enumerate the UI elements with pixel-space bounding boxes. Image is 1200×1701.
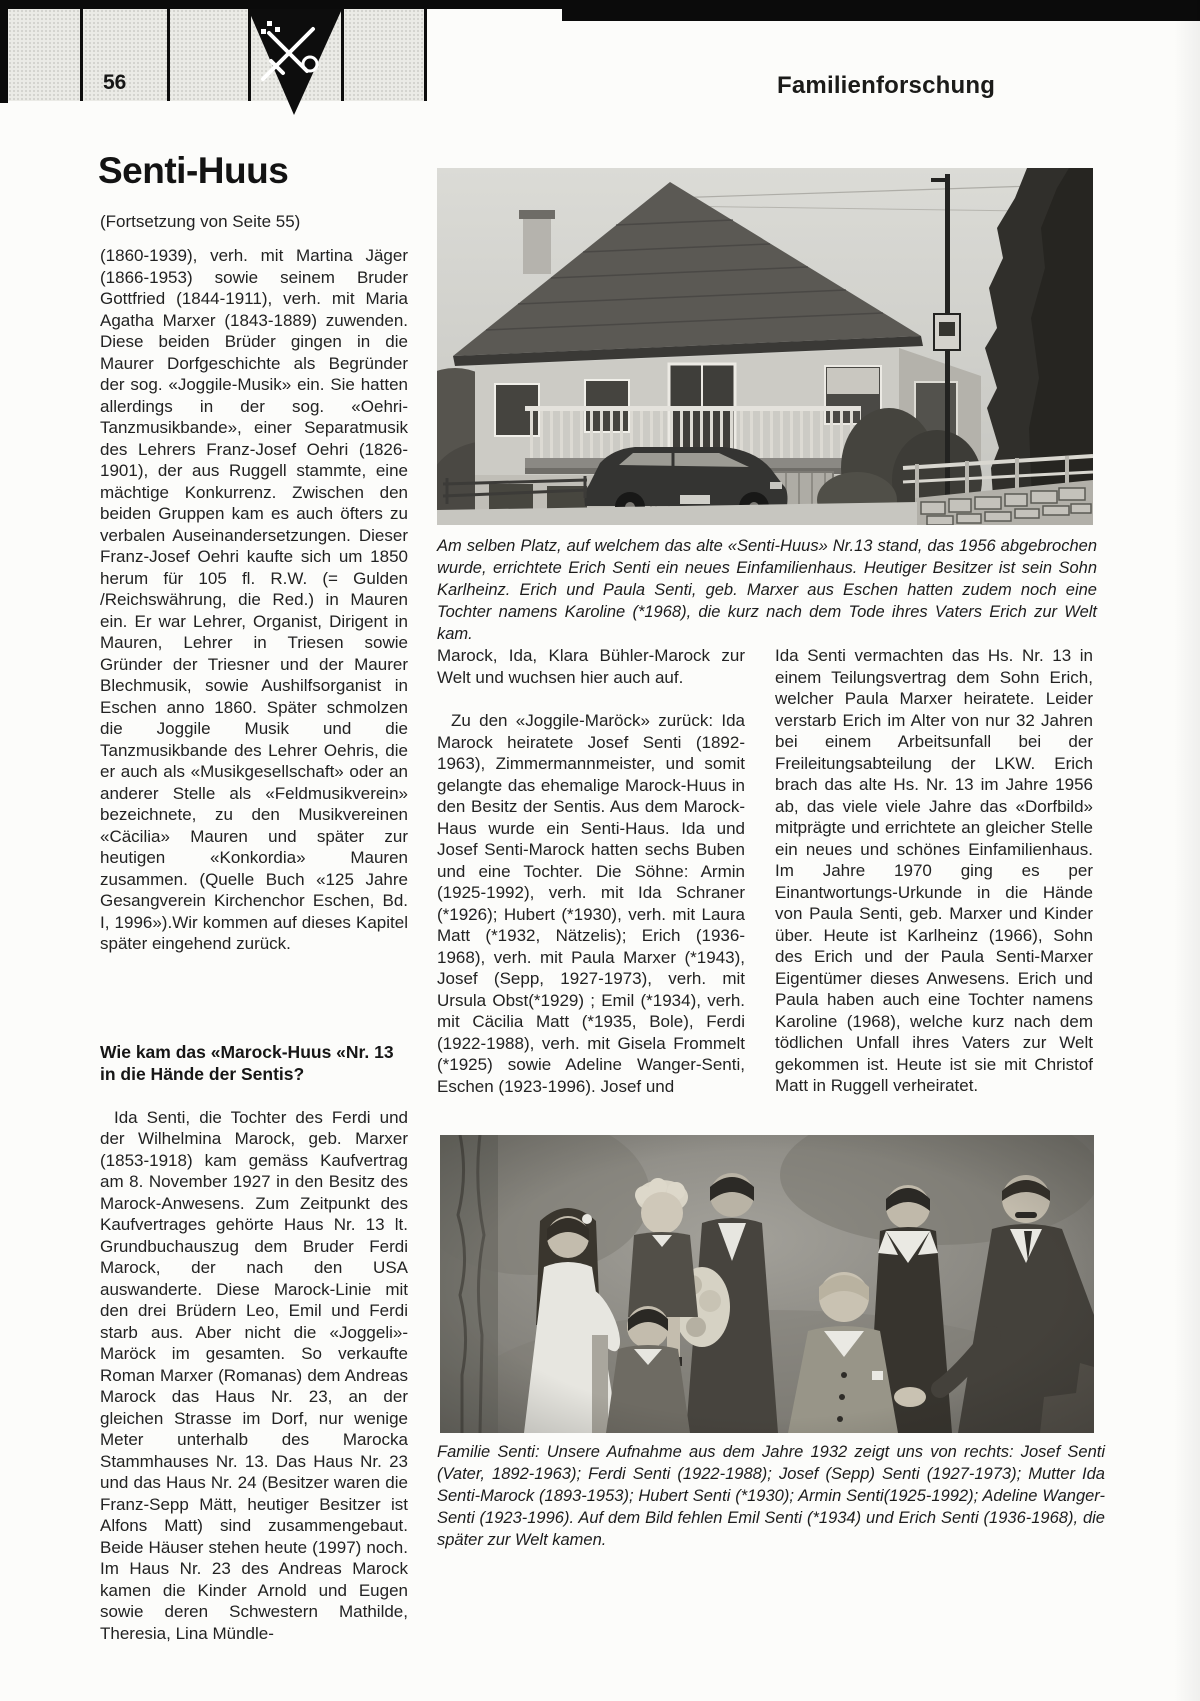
house-photo xyxy=(437,168,1093,525)
col1-paragraph-1: (1860-1939), verh. mit Martina Jäger (1866-1953) sowie seinem Bruder Gottfried (1844-1911), verh. mit Maria Agatha Marxer (1843-1889) zuwenden. Diese beiden Brüder gingen in die Maurer Dorfgeschichte als Begründer der sog. «Joggile-Musik» ein. Sie hatten allerdings in der sog. «Oehri-Tanzmusikbande», einer Separatmusik des Lehrers Franz-Josef Oehri (1826-1901), der aus Ruggell stammte, eine mächtige Konkurrenz. Zwischen den beiden Gruppen kam es auch öfters zu verbalen Auseinandersetzungen. Dieser Franz-Josef Oehri kaufte sich um 1850 herum für 105 fl. R.W. (= Gulden /Reichswährung, die Red.) in Mauren ein. Er war Lehrer, Organist, Dirigent in Mauren, Lehrer in Triesen sowie Gründer der Triesner und der Maurer Blechmusik, sowie Aushilfsorganist in Eschen anno 1860. Später schmolzen die Joggile Musik und die Tanzmusikbande des Lehrer Oehris, die er auch als «Musikgesellschaft» oder an anderer Stelle als «Feldmusikverein» bezeichnete, zu den Musikvereinen «Cäcilia» Mauren und später zur heutigen «Konkordia» Mauren zusammen. (Quelle Buch «125 Jahre Gesangverein Kirchenchor Eschen, Bd. I, 1996»).Wir kommen auf dieses Kapitel später eingehend zurück. xyxy=(100,246,408,953)
article-title: Senti-Huus xyxy=(98,150,289,191)
house-photo-caption: Am selben Platz, auf welchem das alte «Senti-Huus» Nr.13 stand, das 1956 abgebrochen wurde, errichtete Erich Senti ein neues Einfamilienhaus. Heutiger Besitzer ist sein Sohn Karlheinz. Erich und Paula Senti, geb. Marxer aus Eschen hatten zudem noch eine Tochter namens Karoline (*1968), die kurz nach dem Tode ihres Vaters Erich zur Welt kam. xyxy=(437,537,1097,643)
col2-paragraph-1: Marock, Ida, Klara Bühler-Marock zur Welt und wuchsen hier auch auf. xyxy=(437,646,745,687)
header-rule xyxy=(424,9,427,101)
text-column-2 xyxy=(437,645,745,1097)
left-edge-bar xyxy=(0,0,8,103)
page-edge-shade xyxy=(1174,0,1200,1701)
top-border-bar-right xyxy=(562,0,1200,21)
photo-vignette xyxy=(440,1135,1094,1433)
family-photo-caption: Familie Senti: Unsere Aufnahme aus dem Jahre 1932 zeigt uns von rechts: Josef Senti (Vater, 1892-1963); Ferdi Senti (1922-1988); Josef (Sepp) Senti (1927-1973); Mutter Ida Senti-Marock (1893-1953); Hubert Senti (*1930); Armin Senti(1925-1992); Adeline Wanger-Senti (1923-1996). Auf dem Bild fehlen Emil Senti (*1934) und Erich Senti (1936-1968), die später zur Welt kamen. xyxy=(437,1443,1105,1549)
chimney xyxy=(523,216,551,274)
crossed-tools-emblem-icon xyxy=(247,9,343,115)
continuation-note: (Fortsetzung von Seite 55) xyxy=(100,212,301,231)
header-halftone-band xyxy=(8,9,427,101)
col3-paragraph-1: Ida Senti vermachten das Hs. Nr. 13 in einem Teilungsvertrag dem Sohn Erich, welcher Paula Marxer heiratete. Leider verstarb Erich im Alter von nur 32 Jahren bei einem Arbeitsunfall bei der Freileitungsabteilung der LKW. Erich brach das alte Hs. Nr. 13 im Jahre 1956 ab, das viele viele Jahre das «Dorfbild» mitprägte und errichtete an gleicher Stelle ein neues und schönes Einfamilienhaus. Im Jahre 1970 ging es per Einantwortungs-Urkunde in die Hände von Paula Senti, geb. Marxer und Kinder über. Heute ist Karlheinz (1966), Sohn des Erich und der Paula Senti-Marxer Eigentümer dieses Anwesens. Erich und Paula haben auch eine Tochter namens Karoline (1968), welche kurz nach dem tödlichen Unfall ihres Vaters zur Welt gekommen ist. Heute ist sie mit Christof Matt in Ruggell verheiratet. xyxy=(775,646,1093,1095)
section-title: Familienforschung xyxy=(777,72,996,99)
text-column-1 xyxy=(100,245,408,1644)
family-photo xyxy=(440,1135,1094,1433)
col1-paragraph-2: Ida Senti, die Tochter des Ferdi und der Wilhelmina Marock, geb. Marxer (1853-1918) kam gemäss Kaufvertrag am 8. November 1927 in den Besitz des Marock-Anwesens. Zum Zeitpunkt des Kaufvertrages gehörte Haus Nr. 13 lt. Grundbuchauszug dem Bruder Ferdi Marock, der nach den USA auswanderte. Diese Marock-Linie mit den drei Brüdern Leo, Emil und Ferdi starb aus. Aber nicht die «Joggeli»-Maröck im gesamten. So verkaufte Roman Marxer (Romanas) dem Andreas Marock das Haus Nr. 23, an der gleichen Strasse im Dorf, nur wenige Meter unterhalb des Marocka Stammhauses Nr. 13. Das Haus Nr. 23 und das Haus Nr. 24 (Besitzer waren die Franz-Sepp Mätt, heutiger Besitzer ist Alfons Matt) sind zusammengebaut. Beide Häuser stehen heute (1997) noch. Im Haus Nr. 23 des Andreas Marock kamen die Kinder Arnold und Eugen sowie deren Schwestern Mathilde, Theresia, Lina Mündle- xyxy=(100,1107,408,1643)
header-rule xyxy=(80,9,83,101)
text-column-3 xyxy=(775,645,1093,1097)
emblem-triangle xyxy=(248,9,342,115)
col1-subheading: Wie kam das «Marock-Huus «Nr. 13 in die Hände der Sentis? xyxy=(100,1041,394,1084)
header-rule xyxy=(167,9,170,101)
page-number: 56 xyxy=(103,71,127,94)
col2-paragraph-2: Zu den «Joggile-Maröck» zurück: Ida Marock heiratete Josef Senti (1892-1963), Zimmermannmeister, und somit gelangte das ehemalige Marock-Huus in den Besitz der Sentis. Aus dem Marock-Haus wurde ein Senti-Haus. Ida und Josef Senti-Marock hatten sechs Buben und eine Tochter. Die Söhne: Armin (1925-1992), verh. mit Ida Schraner (*1926); Hubert (*1930), verh. mit Laura Matt (*1932, Nätzelis); Erich (1936-1968), verh. mit Paula Marxer (*1943), Josef (Sepp, 1927-1973), verh. mit Ursula Obst(*1929) ; Emil (*1934), verh. mit Cäcilia Matt (*1935, Bole), Ferdi (1922-1988), verh. mit Gisela Frommelt (*1925) sowie Adeline Wanger-Senti, Eschen (1923-1996). Josef und xyxy=(437,711,745,1096)
